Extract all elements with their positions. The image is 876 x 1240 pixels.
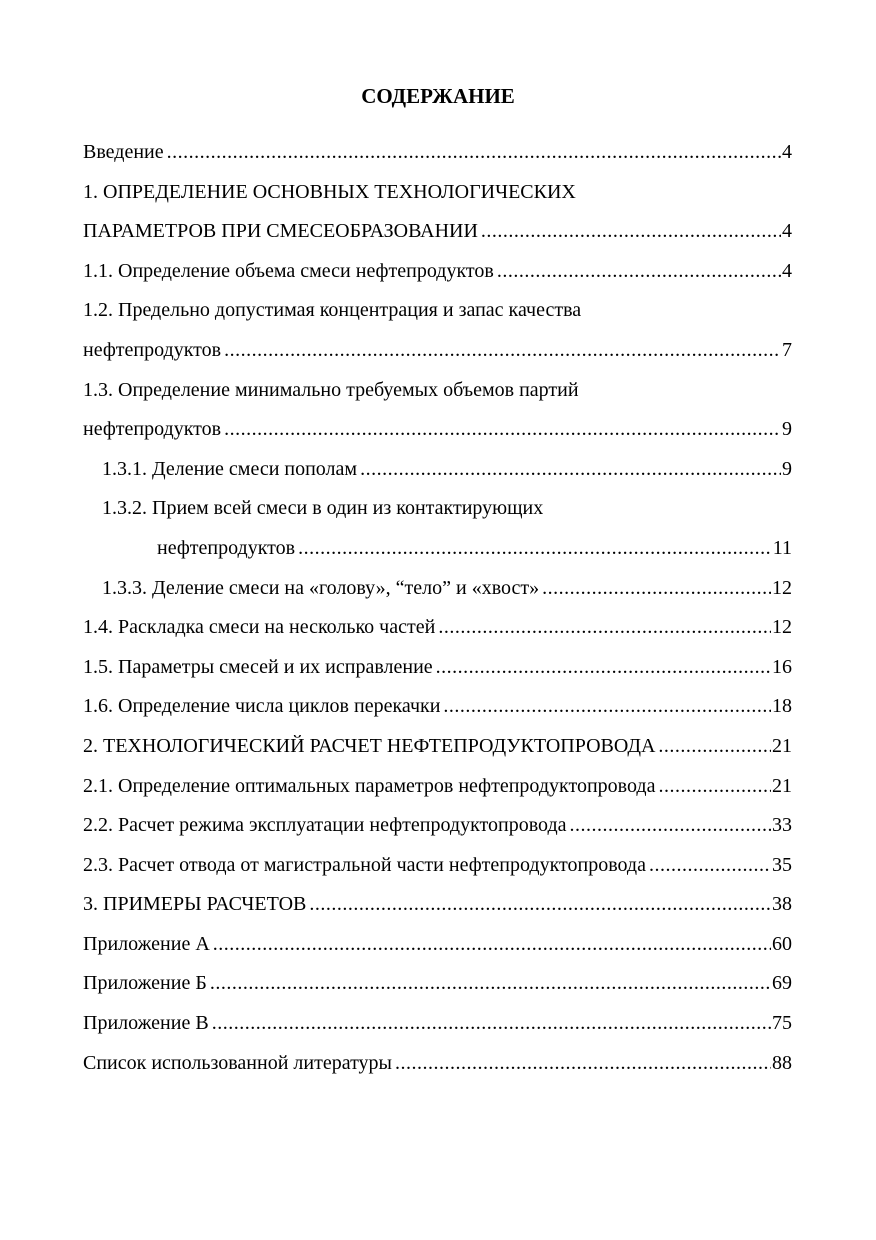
toc-entry-text-cont: нефтепродуктов [83,338,222,361]
toc-page-number: 9 [782,457,792,480]
toc-dot-leader [438,608,771,648]
toc-entry-references[interactable] [83,1044,792,1084]
toc-entry-section-1-5[interactable] [83,648,792,688]
toc-entry-appendix-v[interactable] [83,1004,792,1044]
toc-page-number: 35 [772,853,792,876]
toc-entry-text: 1.4. Раскладка смеси на несколько частей [83,616,436,639]
toc-entry-text: 2.1. Определение оптимальных параметров нефтепродуктопровода [83,774,656,797]
toc-entry-text: 1.2. Предельно допустимая концентрация и запас качества [83,299,582,322]
toc-entry-section-2-1[interactable] [83,767,792,807]
toc-dot-leader [395,1044,771,1084]
toc-entry-section-1-3-3[interactable] [83,569,792,609]
toc-entry-text: 1.6. Определение числа циклов перекачки [83,695,441,718]
toc-dot-leader [309,885,771,925]
toc-entry-section-1-6[interactable] [83,687,792,727]
toc-dot-leader [298,529,772,569]
toc-page-number: 60 [772,932,792,955]
toc-entry-text-cont: нефтепродуктов [157,536,296,559]
toc-entry-section-1-3-cont[interactable] [83,410,792,450]
toc-dot-leader [497,252,781,292]
toc-page-number: 88 [772,1051,792,1074]
toc-page-number: 4 [782,141,792,163]
table-of-contents [83,133,792,1083]
toc-entry-section-1-3-2[interactable] [83,489,792,529]
toc-entry-text: 2.3. Расчет отвода от магистральной части нефтепродуктопровода [83,853,646,876]
toc-page-number: 4 [782,259,792,282]
toc-dot-leader [570,806,772,846]
toc-page-number: 12 [772,616,792,639]
toc-dot-leader [658,767,771,807]
toc-entry-section-1-3-2-cont[interactable] [83,529,792,569]
toc-entry-section-1-3-1[interactable] [83,450,792,490]
toc-dot-leader [213,925,771,965]
toc-entry-text: 2. ТЕХНОЛОГИЧЕСКИЙ РАСЧЕТ НЕФТЕПРОДУКТОПРОВОДА [83,734,656,757]
toc-entry-introduction[interactable] [83,133,792,173]
toc-entry-section-3[interactable] [83,885,792,925]
toc-dot-leader [224,331,781,371]
toc-entry-text: Приложение В [83,1012,209,1035]
toc-page-number: 4 [782,220,792,243]
toc-entry-section-2-3[interactable] [83,846,792,886]
toc-dot-leader [443,687,771,727]
toc-entry-text: 2.2. Расчет режима эксплуатации нефтепродуктопровода [83,814,567,837]
toc-page-number: 69 [772,972,792,995]
toc-entry-text: Список использованной литературы [83,1051,392,1074]
toc-entry-text: 1.5. Параметры смесей и их исправление [83,655,433,678]
toc-entry-section-1-3[interactable] [83,371,792,411]
toc-page-number: 16 [772,655,792,678]
toc-dot-leader [212,1004,771,1044]
toc-entry-text: Приложение А [83,932,210,955]
toc-entry-text: 1.3.3. Деление смеси на «голову», “тело” и «хвост» [102,576,540,599]
toc-entry-text-cont: ПАРАМЕТРОВ ПРИ СМЕСЕОБРАЗОВАНИИ [83,220,478,243]
toc-page-number: 21 [772,734,792,757]
toc-entry-section-1-2[interactable] [83,291,792,331]
toc-dot-leader [542,569,771,609]
toc-page-number: 33 [772,814,792,837]
toc-dot-leader [224,410,781,450]
toc-page-number: 18 [772,695,792,718]
toc-page-number: 21 [772,774,792,797]
page-title: СОДЕРЖАНИЕ [361,84,515,108]
toc-page-number: 38 [772,893,792,916]
toc-entry-section-2[interactable] [83,727,792,767]
toc-entry-section-1-1[interactable] [83,252,792,292]
toc-entry-text: 3. ПРИМЕРЫ РАСЧЕТОВ [83,893,307,916]
toc-dot-leader [481,212,781,252]
toc-page-number: 75 [772,1012,792,1035]
toc-dot-leader [167,133,781,173]
toc-page-number: 11 [772,536,792,559]
toc-entry-text: Введение [83,141,164,163]
toc-page-number: 7 [782,338,792,361]
toc-page-number: 12 [772,576,792,599]
toc-dot-leader [360,450,781,490]
toc-dot-leader [436,648,771,688]
toc-entry-text: 1. ОПРЕДЕЛЕНИЕ ОСНОВНЫХ ТЕХНОЛОГИЧЕСКИХ [83,180,576,203]
toc-entry-section-1-4[interactable] [83,608,792,648]
toc-dot-leader [658,727,771,767]
toc-entry-section-1[interactable] [83,173,792,213]
toc-entry-text: 1.3.1. Деление смеси пополам [102,457,358,480]
toc-entry-section-1-2-cont[interactable] [83,331,792,371]
toc-page-number: 9 [782,418,792,441]
toc-entry-section-2-2[interactable] [83,806,792,846]
toc-entry-appendix-a[interactable] [83,925,792,965]
toc-entry-appendix-b[interactable] [83,964,792,1004]
toc-dot-leader [210,964,771,1004]
toc-entry-text: Приложение Б [83,972,207,995]
toc-dot-leader [649,846,771,886]
toc-entry-text: 1.3.2. Прием всей смеси в один из контактирующих [102,497,544,520]
toc-entry-text: 1.1. Определение объема смеси нефтепродуктов [83,259,494,282]
toc-entry-section-1-cont[interactable] [83,212,792,252]
toc-entry-text-cont: нефтепродуктов [83,418,222,441]
toc-entry-text: 1.3. Определение минимально требуемых объемов партий [83,378,579,401]
